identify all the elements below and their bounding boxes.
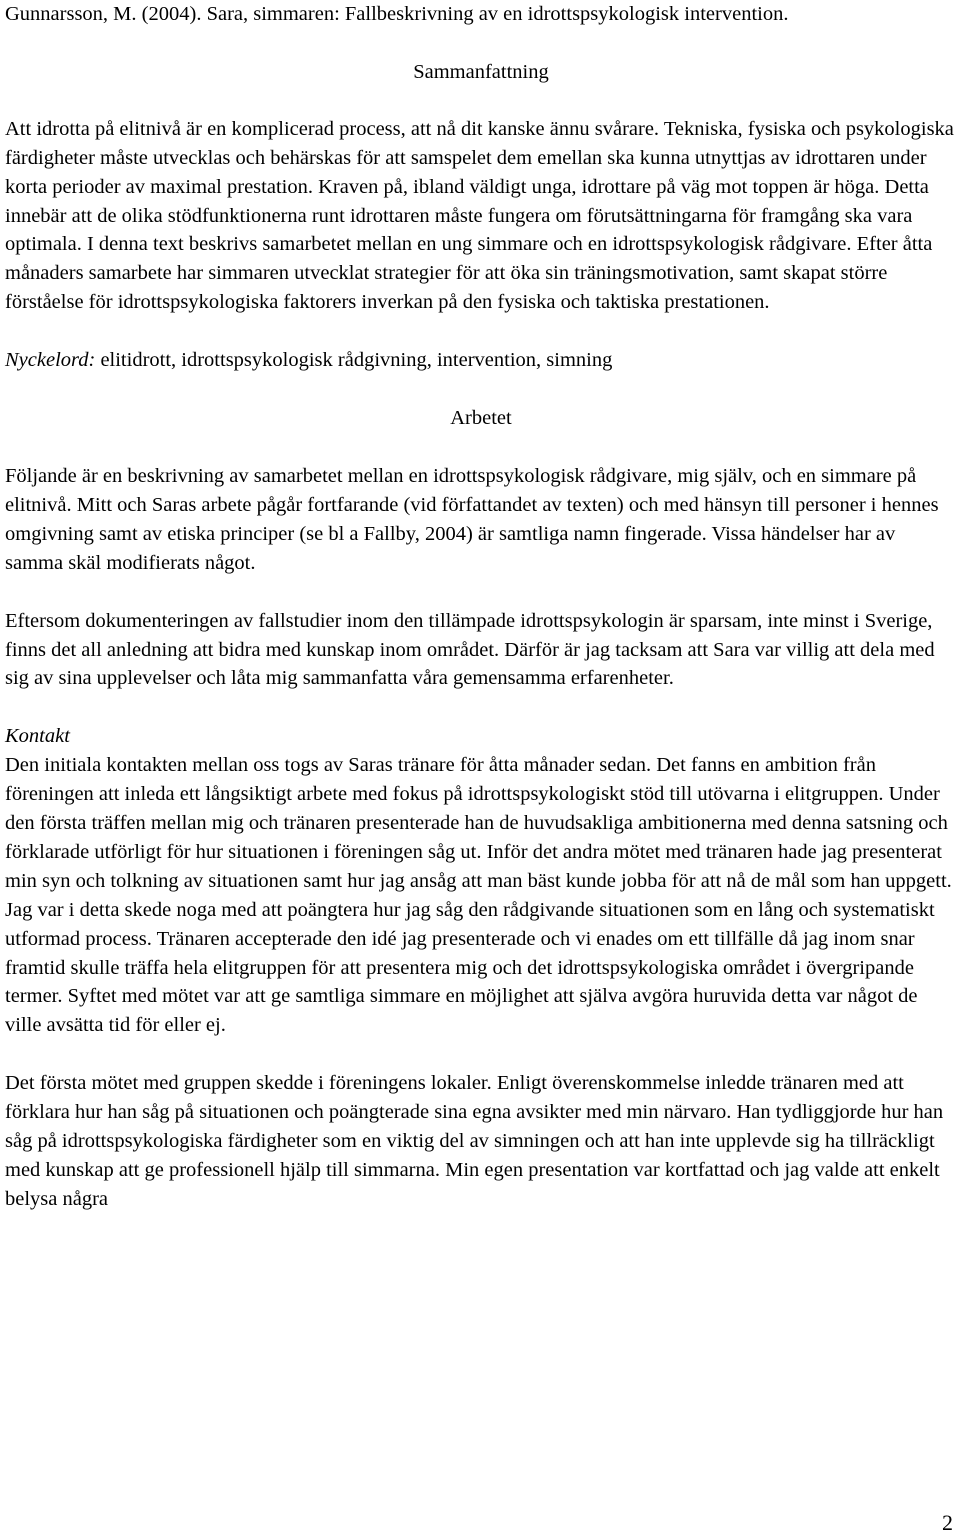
document-page [5, 0, 957, 1214]
work-paragraph-2: Eftersom dokumenteringen av fallstudier inom den tillämpade idrottspsykologin är sparsam, inte minst i Sverige, finns det all anledning att bidra med kunskap inom området. Därför är jag tacksam att Sara var villig att dela med sig av sina upplevelser och låta mig sammanfatta våra gemensamma erfarenheter. [5, 609, 935, 690]
contact-paragraph-2: Det första mötet med gruppen skedde i föreningens lokaler. Enligt överenskommelse inledde tränaren med att förklara hur han såg på situationen och poängterade sina egna avsikter med min närvaro. Han tydliggjorde hur han såg på idrottspsykologiska färdigheter som en viktig del av simningen och att han inte upplevde sig ha tillräckligt med kunskap att ge professionell hjälp till simmarna. Min egen presentation var kortfattad och jag valde att enkelt belysa några [5, 1072, 944, 1210]
contact-heading: Kontakt [5, 725, 70, 748]
work-heading: Arbetet [450, 407, 512, 430]
keywords-label: Nyckelord: [5, 349, 96, 372]
keywords-text: elitidrott, idrottspsykologisk rådgivning, intervention, simning [95, 349, 613, 372]
citation-header: Gunnarsson, M. (2004). Sara, simmaren: Fallbeskrivning av en idrottspsykologisk intervention. [5, 3, 789, 25]
summary-paragraph: Att idrotta på elitnivå är en komplicerad process, att nå dit kanske ännu svårare. Tekniska, fysiska och psykologiska färdigheter måste utvecklas och behärskas för att samspelet dem emellan ska kunna utnyttjas av idrottaren under korta perioder av maximal prestation. Kraven på, ibland väldigt unga, idrottare på väg mot toppen är höga. Detta innebär att de olika stödfunktionerna runt idrottaren måste fungera om förutsättningarna för framgång ska vara optimala. I denna text beskrivs samarbetet mellan en ung simmare och en idrottspsykologisk rådgivare. Efter åtta månaders samarbete har simmaren utvecklat strategier för att öka sin träningsmotivation, samt skapat större förståelse för idrottspsykologiska faktorers inverkan på den fysiska och taktiska prestationen. [5, 117, 954, 314]
keywords-line [5, 346, 957, 375]
page-number: 2 [942, 1510, 953, 1535]
work-paragraph-1: Följande är en beskrivning av samarbetet mellan en idrottspsykologisk rådgivare, mig själv, och en simmare på elitnivå. Mitt och Saras arbete pågår fortfarande (vid författandet av texten) och med hänsyn till personer i hennes omgivning samt av etiska principer (se bl a Fallby, 2004) är samtliga namn fingerade. Vissa händelser har av samma skäl modifierats något. [5, 464, 939, 574]
contact-paragraph-1: Den initiala kontakten mellan oss togs av Saras tränare för åtta månader sedan. Det fanns en ambition från föreningen att inleda ett långsiktigt arbete med fokus på idrottspsykologiskt stöd till utövarna i elitgruppen. Under den första träffen mellan mig och tränaren presenterade han de huvudsakliga ambitionerna med denna satsning och förklarade utförligt för hur situationen i föreningen såg ut. Inför det andra mötet med tränaren hade jag presenterat min syn och tolkning av situationen samt hur jag ansåg att man bäst kunde jobba för att nå de mål som han uppgett. Jag var i detta skede noga med att poängtera hur jag såg den rådgivande situationen som en lång och systematiskt utformad process. Tränaren accepterade den idé jag presenterade och vi enades om ett tillfälle då jag inom snar framtid skulle träffa hela elitgruppen för att presentera mig och det idrottspsykologiska området i övergripande termer. Syftet med mötet var att ge samtliga simmare en möjlighet att själva avgöra huruvida detta var något de ville avsätta tid för eller ej. [5, 754, 952, 1037]
summary-heading: Sammanfattning [413, 60, 549, 83]
